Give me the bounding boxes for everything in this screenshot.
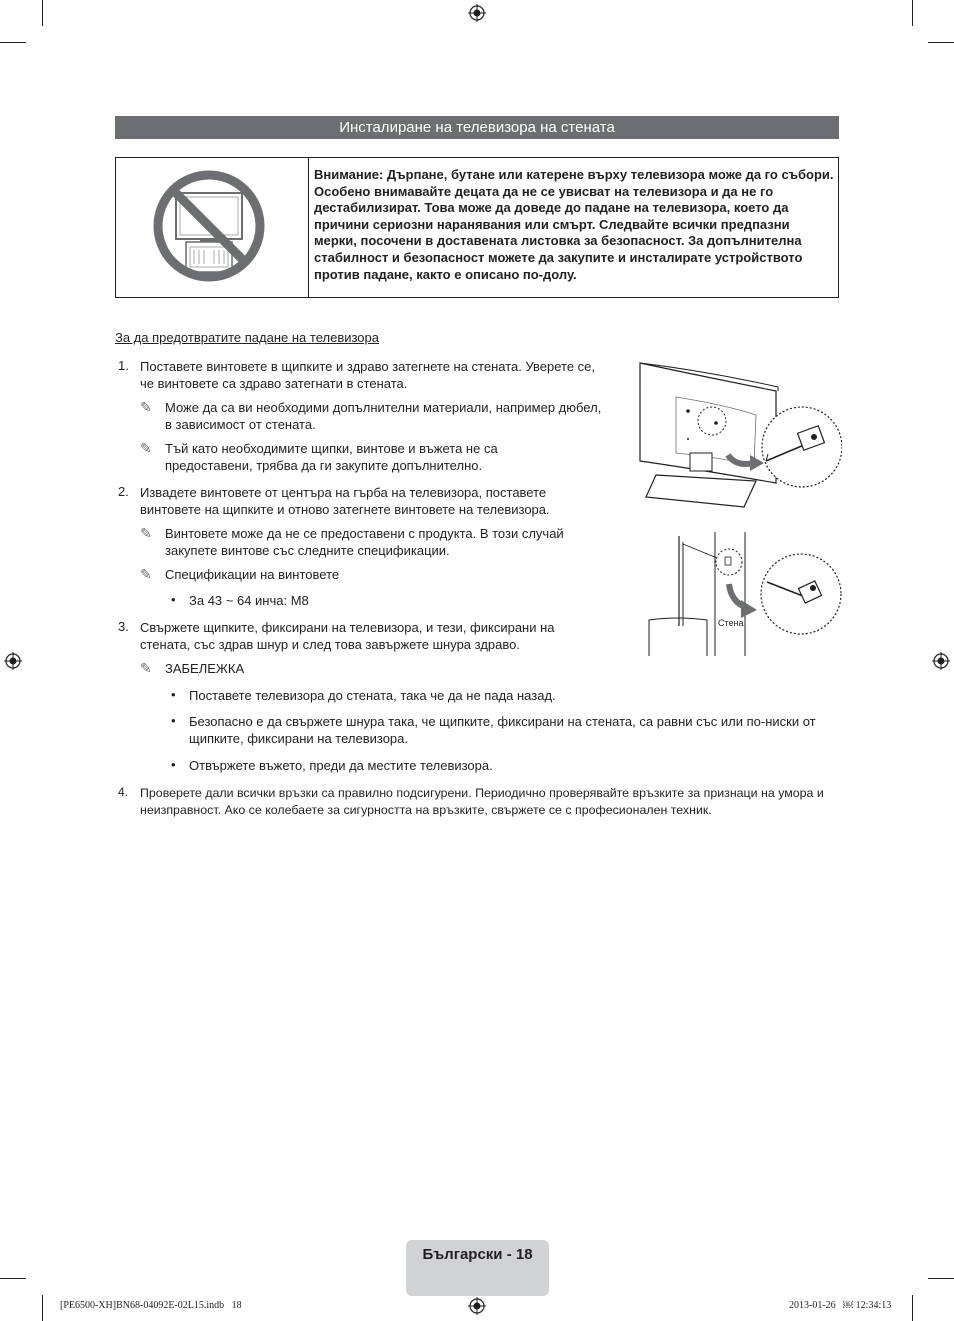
step-note: Спецификации на винтовете — [165, 567, 340, 582]
file-slug: [PE6500-XH]BN68-04092E-02L15.indb 18 — [60, 1300, 242, 1311]
step-text: Поставете винтовете в щипките и здраво затегнете на стената. Уверете се, че винтовете са здраво затегнати в стената. — [140, 359, 596, 391]
wall-label: Стена — [718, 618, 744, 628]
pencil-note-icon: ✎ — [140, 660, 152, 676]
page-label: Български - 18 — [422, 1246, 533, 1263]
step-note: ЗАБЕЛЕЖКА — [165, 661, 245, 676]
bullet-text: За 43 ~ 64 инча: M8 — [189, 593, 309, 608]
warning-box — [115, 157, 839, 298]
step-text: Свържете щипките, фиксирани на телевизора, и тези, фиксирани на стената, със здрав шнур и след това завържете шнура здраво. — [140, 620, 555, 652]
warning-text: Внимание: Дърпане, бутане или катерене върху телевизора може да го събори. Особено внимавайте децата да не се увисват на телевизора и да не го дестабилизират. Това може да доведе до падане на телевизора, което да причини сериозни наранявания или смърт. Следвайте всички предпазни мерки, посочени в доставената листовка за безопасност. За допълнителна стабилност и безопасност можете да закупите и инсталирате устройството против падане, както е описано по-долу. — [314, 167, 834, 282]
pencil-note-icon: ✎ — [140, 399, 152, 415]
step-number: 2. — [118, 484, 129, 499]
bullet-dot: • — [171, 713, 176, 728]
pencil-note-icon: ✎ — [140, 525, 152, 541]
pencil-note-icon: ✎ — [140, 440, 152, 456]
bullet-text: Поставете телевизора до стената, така че да не пада назад. — [189, 688, 556, 703]
step-note: Тъй като необходимите щипки, винтове и въжета не са предоставени, трябва да ги закупите допълнително. — [165, 441, 498, 473]
crop-mark — [912, 0, 913, 26]
tv-back-figure — [636, 357, 842, 517]
bullet-text: Безопасно е да свържете шнура така, че щипките, фиксирани на стената, са равни със или по-ниски от щипките, фиксирани на телевизора. — [189, 714, 816, 746]
step-number: 1. — [118, 358, 129, 373]
print-datetime: 2013-01-26 ￼ 12:34:13 — [789, 1300, 892, 1311]
step-note: Винтовете може да не се предоставени с продукта. В този случай закупете винтове със следните спецификации. — [165, 526, 564, 558]
wall-side-figure — [647, 532, 843, 657]
bullet-dot: • — [171, 757, 176, 772]
crosshair-icon — [4, 652, 22, 670]
crop-mark — [42, 1295, 43, 1321]
crop-mark — [0, 42, 26, 43]
section-title: Инсталиране на телевизора на стената — [115, 116, 839, 139]
step-text: Извадете винтовете от центъра на гърба на телевизора, поставете винтовете на щипките и отново затегнете винтовете на телевизора. — [140, 485, 550, 517]
bullet-dot: • — [171, 592, 176, 607]
step-number: 4. — [118, 785, 129, 799]
bullet-dot: • — [171, 687, 176, 702]
step-number: 3. — [118, 619, 129, 634]
crop-mark — [0, 1278, 26, 1279]
crosshair-icon — [468, 4, 486, 22]
crop-mark — [912, 1295, 913, 1321]
subheading: За да предотвратите падане на телевизора — [115, 330, 379, 345]
step-note: Може да са ви необходими допълнителни материали, например дюбел, в зависимост от стената. — [165, 400, 602, 432]
crop-mark — [42, 0, 43, 26]
crop-mark — [928, 42, 954, 43]
bullet-text: Отвържете въжето, преди да местите телевизора. — [189, 758, 493, 773]
crosshair-icon — [932, 652, 950, 670]
no-sign-icon — [116, 158, 308, 297]
warning-illustration — [116, 158, 309, 297]
pencil-note-icon: ✎ — [140, 566, 152, 582]
crosshair-icon — [468, 1297, 486, 1315]
crop-mark — [928, 1278, 954, 1279]
step-text: Проверете дали всички връзки са правилно подсигурени. Периодично проверявайте връзките за признаци на умора и неизправност. Ако се колебаете за сигурността на връзките, свържете се с професионален техник. — [140, 786, 824, 817]
